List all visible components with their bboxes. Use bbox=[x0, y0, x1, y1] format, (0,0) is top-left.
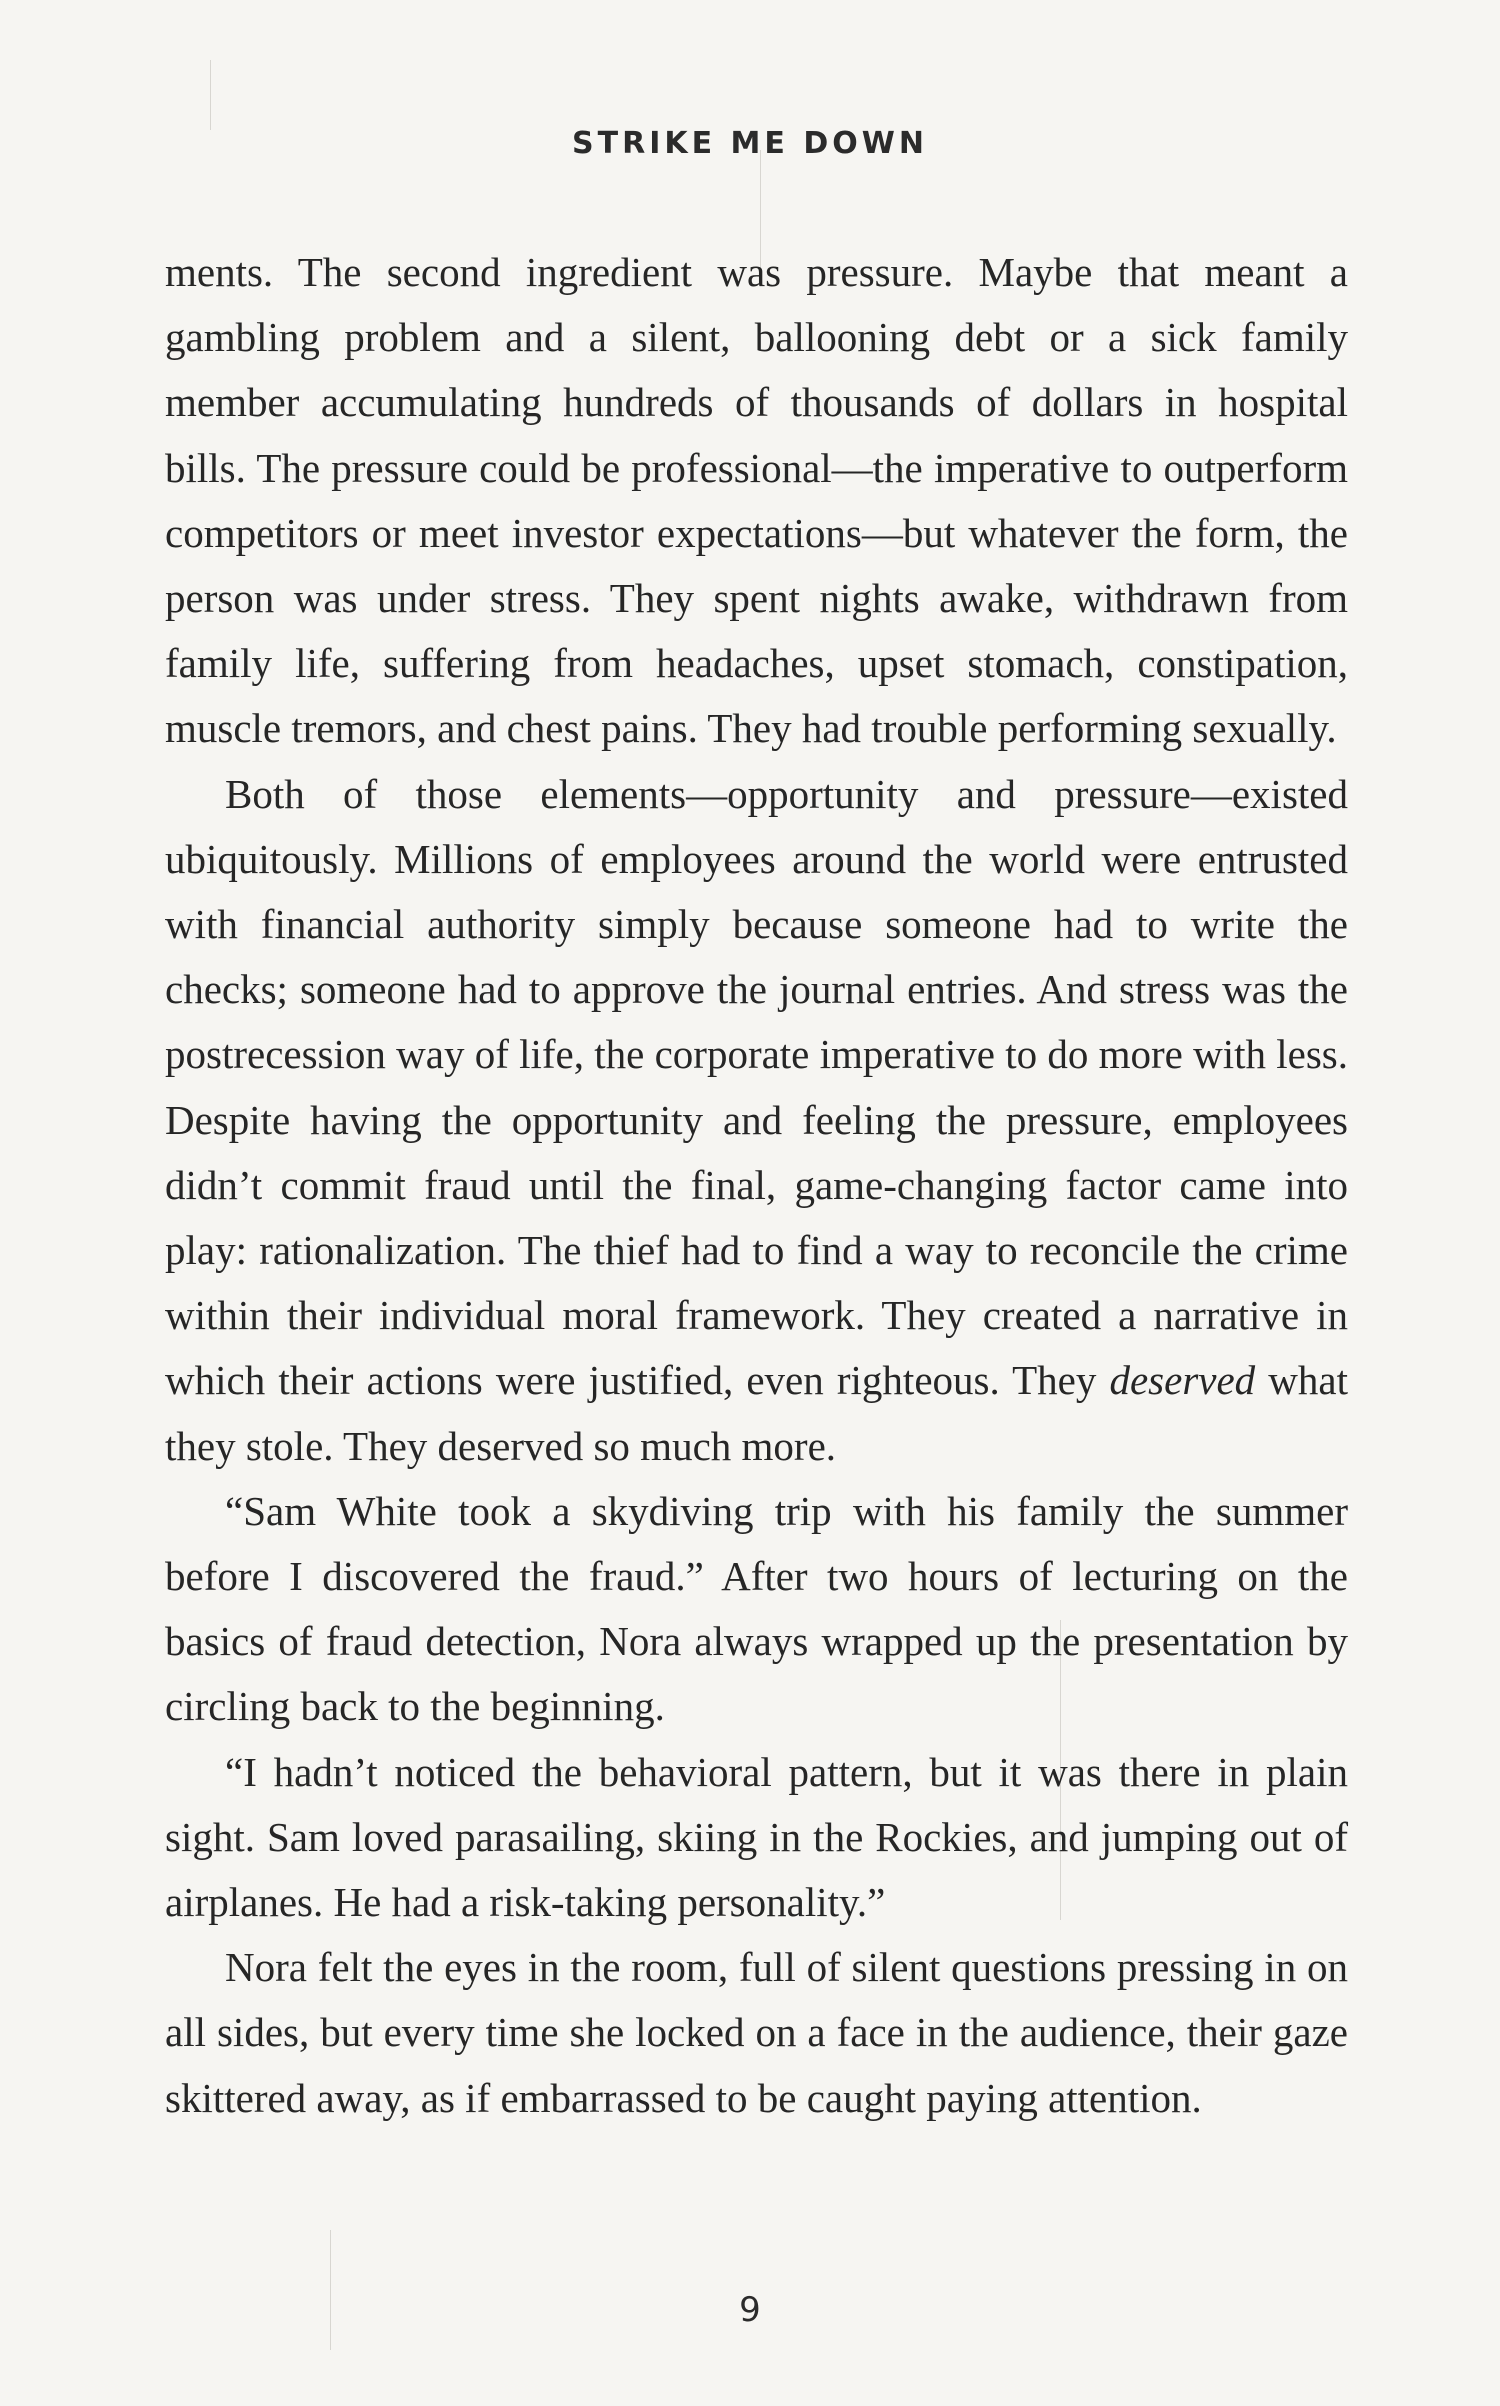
paragraph-2-tail: what they stole. They deserved so much more. bbox=[165, 1357, 1348, 1469]
paragraph-5: Nora felt the eyes in the room, full of silent questions pressing in on all sides, but every time she locked on a face in the audience, their gaze skittered away, as if embarrassed to be caught paying attention. bbox=[165, 1944, 1348, 2121]
paragraph-2 bbox=[165, 762, 1348, 1479]
running-head: STRIKE ME DOWN bbox=[572, 126, 928, 161]
page-number: 9 bbox=[739, 2290, 761, 2330]
paragraph-1: ments. The second ingredient was pressure. Maybe that meant a gambling problem and a silent, ballooning debt or a sick family member accumulating hundreds of thousands of dollars in hospital bills. The pressure could be professional—the imperative to outperform competitors or meet investor expectations—but whatever the form, the person was under stress. They spent nights awake, withdrawn from family life, suffering from headaches, upset stomach, constipation, muscle tremors, and chest pains. They had trouble performing sexually. bbox=[165, 249, 1348, 752]
paragraph-4: “I hadn’t noticed the behavioral pattern, but it was there in plain sight. Sam loved parasailing, skiing in the Rockies, and jumping out of airplanes. He had a risk-taking personality.” bbox=[165, 1748, 1348, 1926]
body-text bbox=[165, 240, 1348, 2131]
emphasis-deserved: deserved bbox=[1109, 1357, 1256, 1404]
paragraph-3: “Sam White took a skydiving trip with his family the summer before I discovered the fraud.” After two hours of lecturing on the basics of fraud detection, Nora always wrapped up the presentation by circling back to the beginning. bbox=[165, 1487, 1348, 1730]
paragraph-2-text: Both of those elements—opportunity and pressure—existed ubiquitously. Millions of employees around the world were entrusted with financial authority simply because someone had to write the checks; someone had to approve the journal entries. And stress was the postrecession way of life, the corporate imperative to do more with less. Despite having the opportunity and feeling the pressure, employees didn’t commit fraud until the final, game-changing factor came into play: rationalization. The thief had to find a way to reconcile the crime within their individual moral framework. They created a narrative in which their actions were justified, even righteous. They bbox=[165, 770, 1348, 1404]
scan-artifact-line bbox=[210, 60, 211, 130]
